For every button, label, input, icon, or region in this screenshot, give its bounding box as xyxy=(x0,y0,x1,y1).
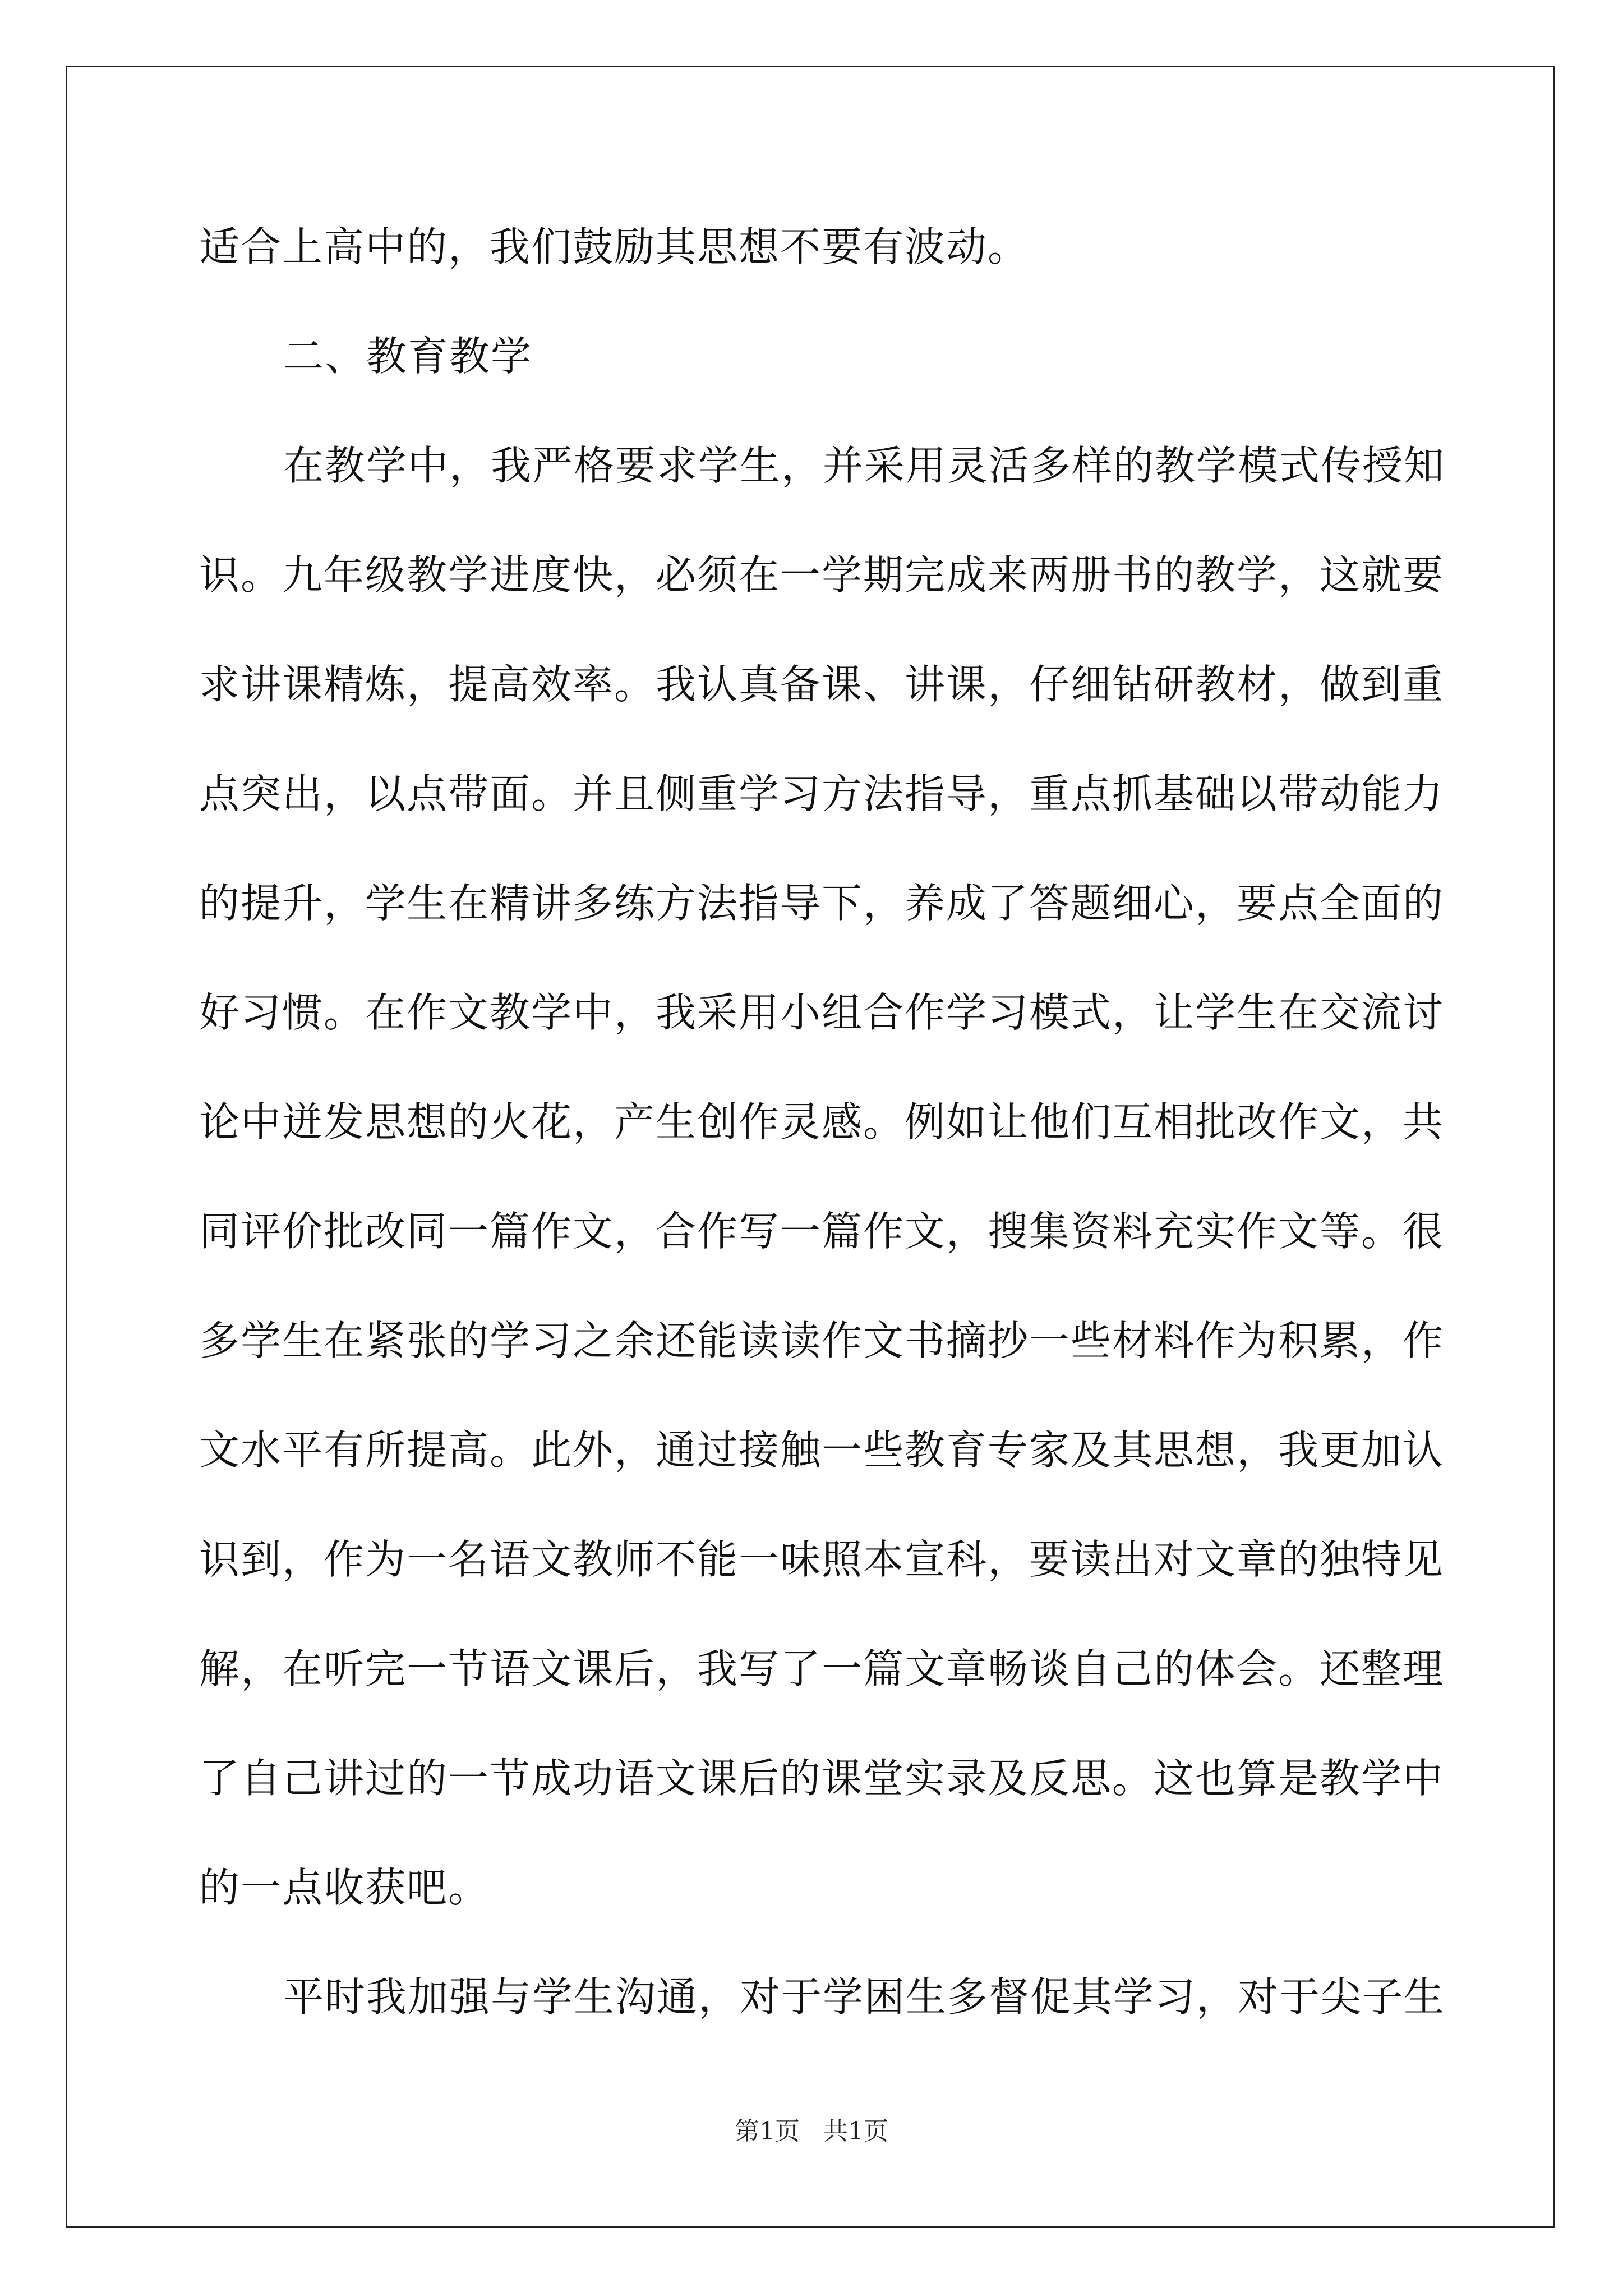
text-line: 的提升，学生在精讲多练方法指导下，养成了答题细心，要点全面的 xyxy=(199,880,1445,927)
section-heading: 二、教育教学 xyxy=(283,333,533,380)
text-line: 了自己讲过的一节成功语文课后的课堂实录及反思。这也算是教学中 xyxy=(199,1755,1445,1802)
text-line: 适合上高中的，我们鼓励其思想不要有波动。 xyxy=(199,223,1030,270)
text-line: 解，在听完一节语文课后，我写了一篇文章畅谈自己的体会。还整理 xyxy=(199,1645,1445,1692)
text-line: 求讲课精炼，提高效率。我认真备课、讲课，仔细钻研教材，做到重 xyxy=(199,661,1445,708)
text-line: 点突出，以点带面。并且侧重学习方法指导，重点抓基础以带动能力 xyxy=(199,770,1445,817)
text-line: 识到，作为一名语文教师不能一味照本宣科，要读出对文章的独特见 xyxy=(199,1536,1445,1583)
text-line: 文水平有所提高。此外，通过接触一些教育专家及其思想，我更加认 xyxy=(199,1427,1445,1474)
text-line: 同评价批改同一篇作文，合作写一篇作文，搜集资料充实作文等。很 xyxy=(199,1208,1445,1255)
page-number-footer: 第1页 共1页 xyxy=(735,2117,888,2146)
text-line: 平时我加强与学生沟通，对于学困生多督促其学习，对于尖子生 xyxy=(283,1973,1446,2021)
text-line: 识。九年级教学进度快，必须在一学期完成来两册书的教学，这就要 xyxy=(199,551,1445,599)
text-line: 多学生在紧张的学习之余还能读读作文书摘抄一些材料作为积累，作 xyxy=(199,1317,1445,1364)
text-line: 在教学中，我严格要求学生，并采用灵活多样的教学模式传授知 xyxy=(283,442,1446,489)
text-line: 的一点收获吧。 xyxy=(199,1864,490,1911)
text-line: 好习惯。在作文教学中，我采用小组合作学习模式，让学生在交流讨 xyxy=(199,989,1445,1036)
text-line: 论中迸发思想的火花，产生创作灵感。例如让他们互相批改作文，共 xyxy=(199,1098,1445,1145)
